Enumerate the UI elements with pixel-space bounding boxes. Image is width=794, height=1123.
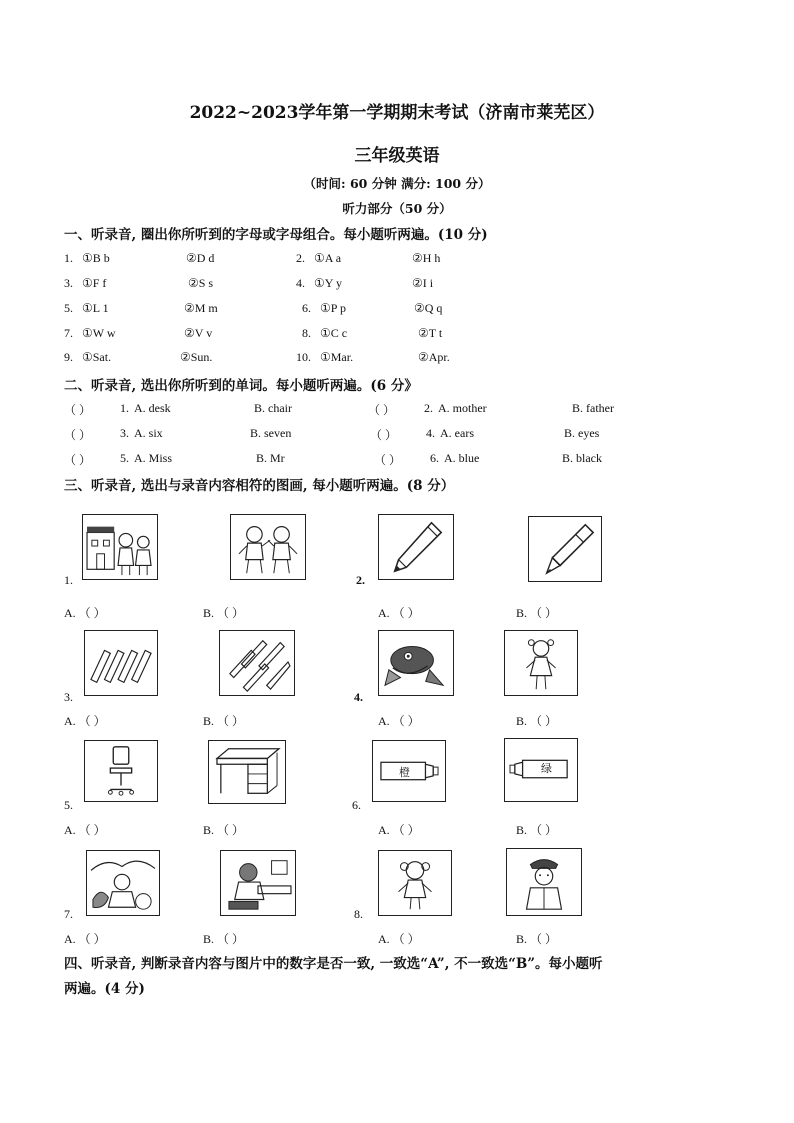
s1-option-a[interactable]: ①Mar. <box>320 350 354 364</box>
s1-option-a[interactable]: ①F f <box>82 276 107 290</box>
section4-heading-cont: 两遍。(4 分) <box>64 981 145 997</box>
choice-a[interactable]: A. （ ） <box>64 606 106 620</box>
s2-option-b: B. seven <box>250 426 292 440</box>
s1-num: 4. <box>296 276 305 290</box>
s2-num: 1. <box>120 401 129 415</box>
s2-option-b: B. father <box>572 401 614 415</box>
answer-paren[interactable]: （ ） <box>368 403 396 417</box>
s1-num: 7. <box>64 326 73 340</box>
tube-b-label: 绿 <box>541 762 552 775</box>
choice-a[interactable]: A. （ ） <box>64 823 106 837</box>
s1-option-a[interactable]: ①Sat. <box>82 350 112 364</box>
s2-num: 2. <box>424 401 433 415</box>
answer-paren[interactable]: （ ） <box>64 403 92 417</box>
answer-paren[interactable]: （ ） <box>374 453 402 467</box>
picture-girl-pigtails <box>378 850 452 916</box>
question-number: 1. <box>64 573 73 587</box>
exam-meta: （时间: 60 分钟 满分: 100 分） <box>303 176 491 191</box>
exam-title: 2022~2023学年第一学期期末考试（济南市莱芜区） <box>189 103 605 123</box>
section1-heading: 一、听录音, 圈出你所听到的字母或字母组合。每小题听两遍。(10 分) <box>64 227 488 243</box>
s1-option-b[interactable]: ②H h <box>412 251 441 265</box>
picture-five-rulers <box>219 630 295 696</box>
choice-a[interactable]: A. （ ） <box>378 823 420 837</box>
picture-classroom-kids <box>82 514 158 580</box>
picture-girl <box>504 630 578 696</box>
choice-b[interactable]: B. （ ） <box>516 714 558 728</box>
s2-option-a: A. ears <box>440 426 474 440</box>
s2-option-b: B. black <box>562 451 602 465</box>
choice-b[interactable]: B. （ ） <box>203 932 245 946</box>
s2-option-b: B. Mr <box>256 451 285 465</box>
picture-tube-b <box>504 738 578 802</box>
choice-a[interactable]: A. （ ） <box>378 606 420 620</box>
picture-pen <box>528 516 602 582</box>
s1-num: 1. <box>64 251 73 265</box>
picture-police-officer <box>506 848 582 916</box>
choice-a[interactable]: A. （ ） <box>378 714 420 728</box>
s1-option-b[interactable]: ②Q q <box>414 301 443 315</box>
s1-option-b[interactable]: ②T t <box>418 326 443 340</box>
question-number: 5. <box>64 798 73 812</box>
s2-num: 6. <box>430 451 439 465</box>
part-heading: 听力部分（50 分） <box>342 201 452 216</box>
s1-option-b[interactable]: ②V v <box>184 326 213 340</box>
s1-option-a[interactable]: ①A a <box>314 251 342 265</box>
picture-woman-desk <box>220 850 296 916</box>
s1-option-a[interactable]: ①P p <box>320 301 346 315</box>
choice-a[interactable]: A. （ ） <box>378 932 420 946</box>
picture-fish-face <box>378 630 454 696</box>
s2-num: 4. <box>426 426 435 440</box>
choice-b[interactable]: B. （ ） <box>203 714 245 728</box>
section3-heading: 三、听录音, 选出与录音内容相符的图画, 每小题听两遍。(8 分） <box>64 478 455 494</box>
picture-tube-a <box>372 740 446 802</box>
s2-option-a: A. mother <box>438 401 487 415</box>
s1-option-b[interactable]: ②Apr. <box>418 350 450 364</box>
picture-man-outdoor <box>86 850 160 916</box>
s2-num: 5. <box>120 451 129 465</box>
s1-option-a[interactable]: ①L 1 <box>82 301 109 315</box>
s2-option-a: A. six <box>134 426 163 440</box>
s1-option-b[interactable]: ②D d <box>186 251 215 265</box>
choice-b[interactable]: B. （ ） <box>203 606 245 620</box>
picture-chair <box>84 740 158 802</box>
s2-num: 3. <box>120 426 129 440</box>
section2-heading: 二、听录音, 选出你所听到的单词。每小题听两遍。(6 分》 <box>64 378 418 394</box>
choice-b[interactable]: B. （ ） <box>203 823 245 837</box>
question-number: 8. <box>354 907 363 921</box>
section4-heading: 四、听录音, 判断录音内容与图片中的数字是否一致, 一致选“A”, 不一致选“B”。每小题听 <box>64 956 603 972</box>
s1-num: 9. <box>64 350 73 364</box>
s2-option-a: A. blue <box>444 451 480 465</box>
s2-option-a: A. Miss <box>134 451 173 465</box>
question-number: 7. <box>64 907 73 921</box>
question-number: 4. <box>354 690 363 704</box>
s2-option-b: B. eyes <box>564 426 600 440</box>
exam-subtitle: 三年级英语 <box>354 146 440 166</box>
choice-b[interactable]: B. （ ） <box>516 932 558 946</box>
s1-option-b[interactable]: ②M m <box>184 301 218 315</box>
s1-option-a[interactable]: ①W w <box>82 326 116 340</box>
s1-num: 5. <box>64 301 73 315</box>
tube-a-label: 橙 <box>399 766 410 779</box>
question-number: 3. <box>64 690 73 704</box>
s2-option-a: A. desk <box>134 401 171 415</box>
answer-paren[interactable]: （ ） <box>370 428 398 442</box>
s1-num: 6. <box>302 301 311 315</box>
picture-four-rulers <box>84 630 158 696</box>
s1-option-b[interactable]: ②S s <box>188 276 214 290</box>
s1-num: 8. <box>302 326 311 340</box>
s1-option-b[interactable]: ②I i <box>412 276 434 290</box>
s1-option-a[interactable]: ①Y y <box>314 276 342 290</box>
answer-paren[interactable]: （ ） <box>64 453 92 467</box>
s1-num: 3. <box>64 276 73 290</box>
choice-b[interactable]: B. （ ） <box>516 823 558 837</box>
s1-option-b[interactable]: ②Sun. <box>180 350 213 364</box>
picture-two-kids <box>230 514 306 580</box>
question-number: 6. <box>352 798 361 812</box>
choice-b[interactable]: B. （ ） <box>516 606 558 620</box>
answer-paren[interactable]: （ ） <box>64 428 92 442</box>
picture-pencil <box>378 514 454 580</box>
s1-option-a[interactable]: ①C c <box>320 326 348 340</box>
s1-num: 2. <box>296 251 305 265</box>
s1-num: 10. <box>296 350 311 364</box>
s2-option-b: B. chair <box>254 401 292 415</box>
question-number: 2. <box>356 573 365 587</box>
choice-a[interactable]: A. （ ） <box>64 714 106 728</box>
picture-desk <box>208 740 286 804</box>
s1-option-a[interactable]: ①B b <box>82 251 110 265</box>
choice-a[interactable]: A. （ ） <box>64 932 106 946</box>
